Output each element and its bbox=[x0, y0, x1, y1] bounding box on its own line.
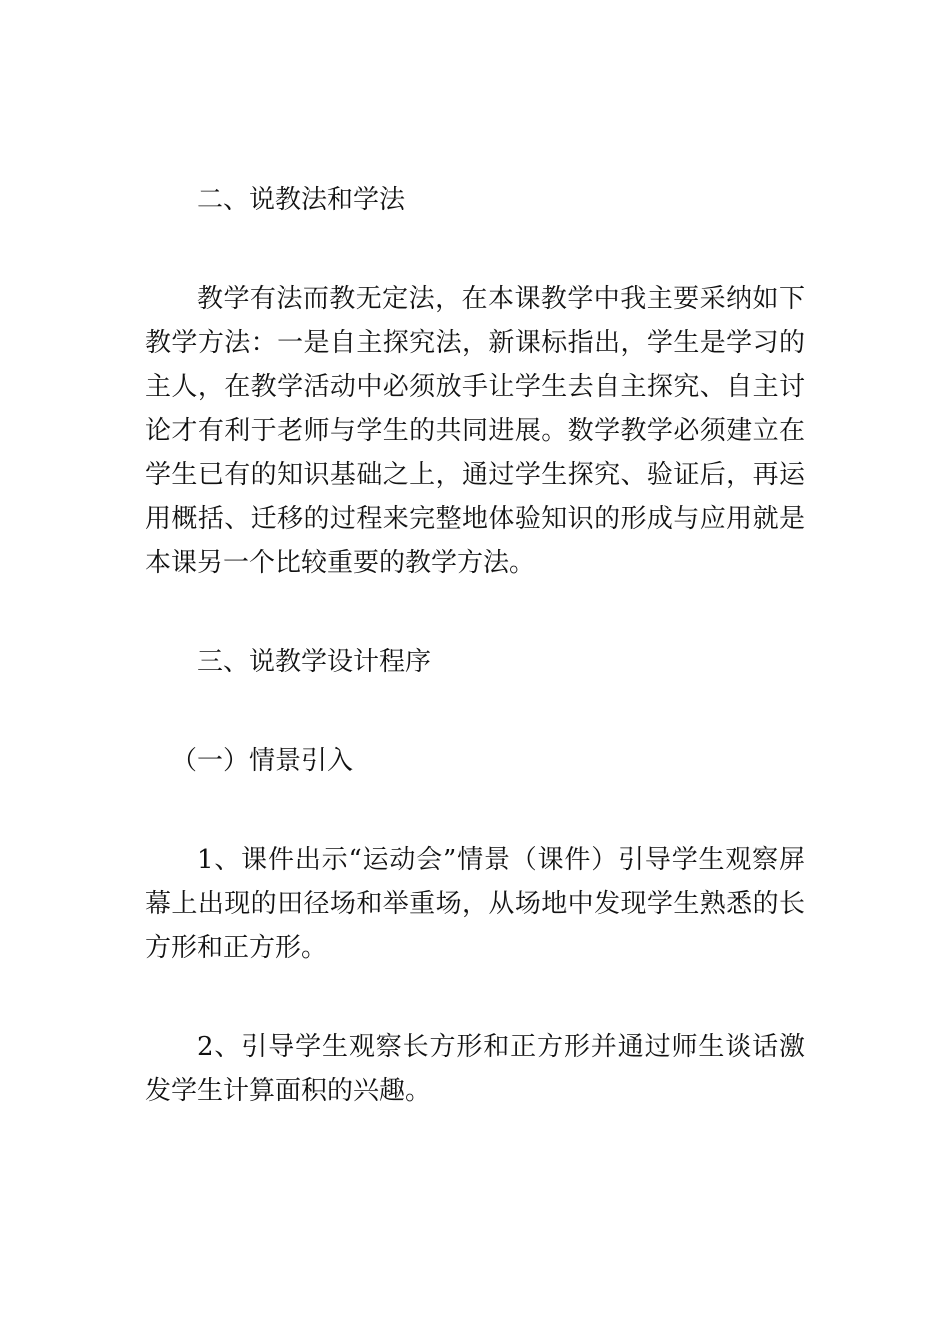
paragraph-item-1: 1、课件出示“运动会”情景（课件）引导学生观察屏幕上出现的田径场和举重场，从场地中发现学生熟悉的长方形和正方形。 bbox=[145, 845, 805, 963]
spacer bbox=[145, 585, 805, 640]
spacer bbox=[145, 684, 805, 739]
section-heading-design: 三、说教学设计程序 bbox=[197, 647, 432, 677]
section-heading-methods: 二、说教法和学法 bbox=[197, 185, 406, 215]
paragraph-methods: 教学有法而教无定法，在本课教学中我主要采纳如下教学方法：一是自主探究法，新课标指出，学生是学习的主人，在教学活动中必须放手让学生去自主探究、自主讨论才有利于老师与学生的共同进展。数学教学必须建立在学生已有的知识基础之上，通过学生探究、验证后，再运用概括、迁移的过程来完整地体验知识的形成与应用就是本课另一个比较重要的教学方法。 bbox=[145, 284, 805, 578]
document-body bbox=[145, 178, 805, 1113]
paragraph-item-2: 2、引导学生观察长方形和正方形并通过师生谈话激发学生计算面积的兴趣。 bbox=[145, 1032, 805, 1106]
spacer bbox=[145, 970, 805, 1025]
spacer bbox=[145, 783, 805, 838]
subsection-heading-intro: （一）情景引入 bbox=[171, 746, 354, 776]
spacer bbox=[145, 222, 805, 277]
